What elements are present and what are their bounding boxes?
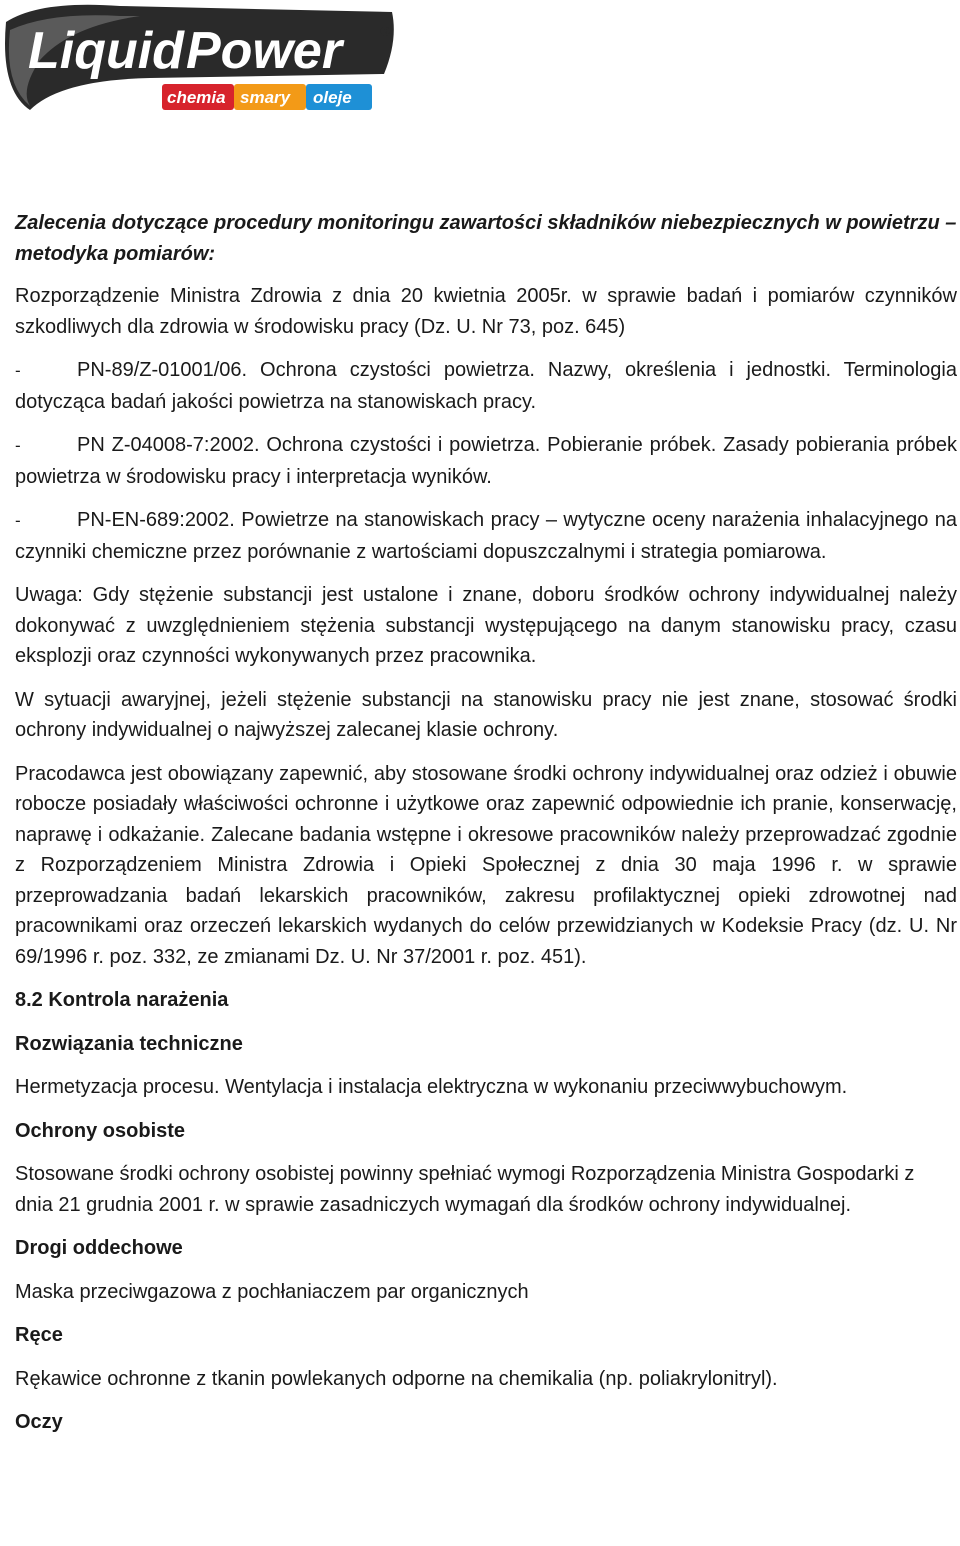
subsection-title-hands: Ręce	[15, 1324, 63, 1346]
subsection-title-personal: Ochrony osobiste	[15, 1119, 186, 1142]
emergency-paragraph: W sytuacji awaryjnej, jeżeli stężenie substancji na stanowisku pracy nie jest znane, stosować środki ochrony indywidualnej o najwyższej zalecanej klasie ochrony.	[15, 688, 957, 741]
employer-paragraph: Pracodawca jest obowiązany zapewnić, aby stosowane środki ochrony indywidualnej oraz odzież i obuwie robocze posiadały właściwości ochronne i użytkowe oraz zapewnić odpowiednie ich pranie, konserwację, naprawę i odkażanie. Zalecane badania wstępne i okresowe pracowników należy przeprowadzać zgodnie z Rozporządzeniem Ministra Zdrowia i Opieki Społecznej z dnia 30 maja 1996 r. w sprawie przeprowadzania badań lekarskich pracowników, zakresu profilaktycznej opieki zdrowotnej nad pracownikami oraz orzeczeń lekarskich wydanych do celów przewidzianych w Kodeksie Pracy (dz. U. Nr 69/1996 r. poz. 332, ze zmianami Dz. U. Nr 37/2001 r. poz. 451).	[15, 762, 957, 968]
standard-text: PN Z-04008-7:2002. Ochrona czystości i powietrza. Pobieranie próbek. Zasady pobierania próbek powietrza w środowisku pracy i interpretacja wyników.	[15, 434, 957, 488]
logo-brand-left: Liquid	[28, 22, 184, 80]
note-paragraph: Uwaga: Gdy stężenie substancji jest ustalone i znane, doboru środków ochrony indywidualnej należy dokonywać z uwzględnieniem stężenia substancji występującego na danym stanowisku pracy, czasu eksplozji oraz czynności wykonywanych przez pracownika.	[15, 584, 957, 667]
logo-graphic	[0, 0, 400, 120]
section-title: 8.2 Kontrola narażenia	[15, 989, 229, 1011]
regulation-paragraph: Rozporządzenie Ministra Zdrowia z dnia 20 kwietnia 2005r. w sprawie badań i pomiarów czynników szkodliwych dla zdrowia w środowisku pracy (Dz. U. Nr 73, poz. 645)	[15, 285, 957, 338]
standard-item-2	[15, 430, 957, 492]
standard-text: PN-EN-689:2002. Powietrze na stanowiskach pracy – wytyczne oceny narażenia inhalacyjnego na czynniki chemiczne przez porównanie z wartościami dopuszczalnymi i strategia pomiarowa.	[15, 509, 957, 563]
subsection-title-eyes: Oczy	[15, 1411, 63, 1433]
list-dash: -	[15, 436, 21, 455]
subsection-text-respiratory: Maska przeciwgazowa z pochłaniaczem par organicznych	[15, 1280, 529, 1303]
list-dash: -	[15, 511, 21, 530]
standard-text: PN-89/Z-01001/06. Ochrona czystości powietrza. Nazwy, określenia i jednostki. Terminologia dotycząca badań jakości powietrza na stanowiskach pracy.	[15, 359, 957, 413]
subsection-text-hands: Rękawice ochronne z tkanin powlekanych odporne na chemikalia (np. poliakrylonitryl).	[15, 1367, 778, 1390]
subsection-title-technical: Rozwiązania techniczne	[15, 1032, 243, 1055]
document-content	[15, 208, 957, 1451]
logo-brand-right: Power	[186, 22, 343, 80]
logo-tag-smary: smary	[240, 88, 291, 107]
logo-tag-chemia: chemia	[167, 88, 226, 107]
subsection-text-technical: Hermetyzacja procesu. Wentylacja i instalacja elektryczna w wykonaniu przeciwwybuchowym.	[15, 1076, 848, 1098]
monitoring-heading: Zalecenia dotyczące procedury monitoringu zawartości składników niebezpiecznych w powietrzu – metodyka pomiarów:	[15, 212, 957, 265]
logo-tag-oleje: oleje	[313, 88, 352, 107]
standard-item-3	[15, 505, 957, 567]
liquid-power-logo	[0, 0, 400, 120]
logo-registered-mark: ®	[380, 23, 391, 39]
subsection-text-personal: Stosowane środki ochrony osobistej powinny spełniać wymogi Rozporządzenia Ministra Gospodarki z dnia 21 grudnia 2001 r. w sprawie zasadniczych wymagań dla środków ochrony indywidualnej.	[15, 1163, 915, 1216]
standard-item-1	[15, 355, 957, 417]
subsection-title-respiratory: Drogi oddechowe	[15, 1237, 183, 1259]
list-dash: -	[15, 361, 21, 380]
